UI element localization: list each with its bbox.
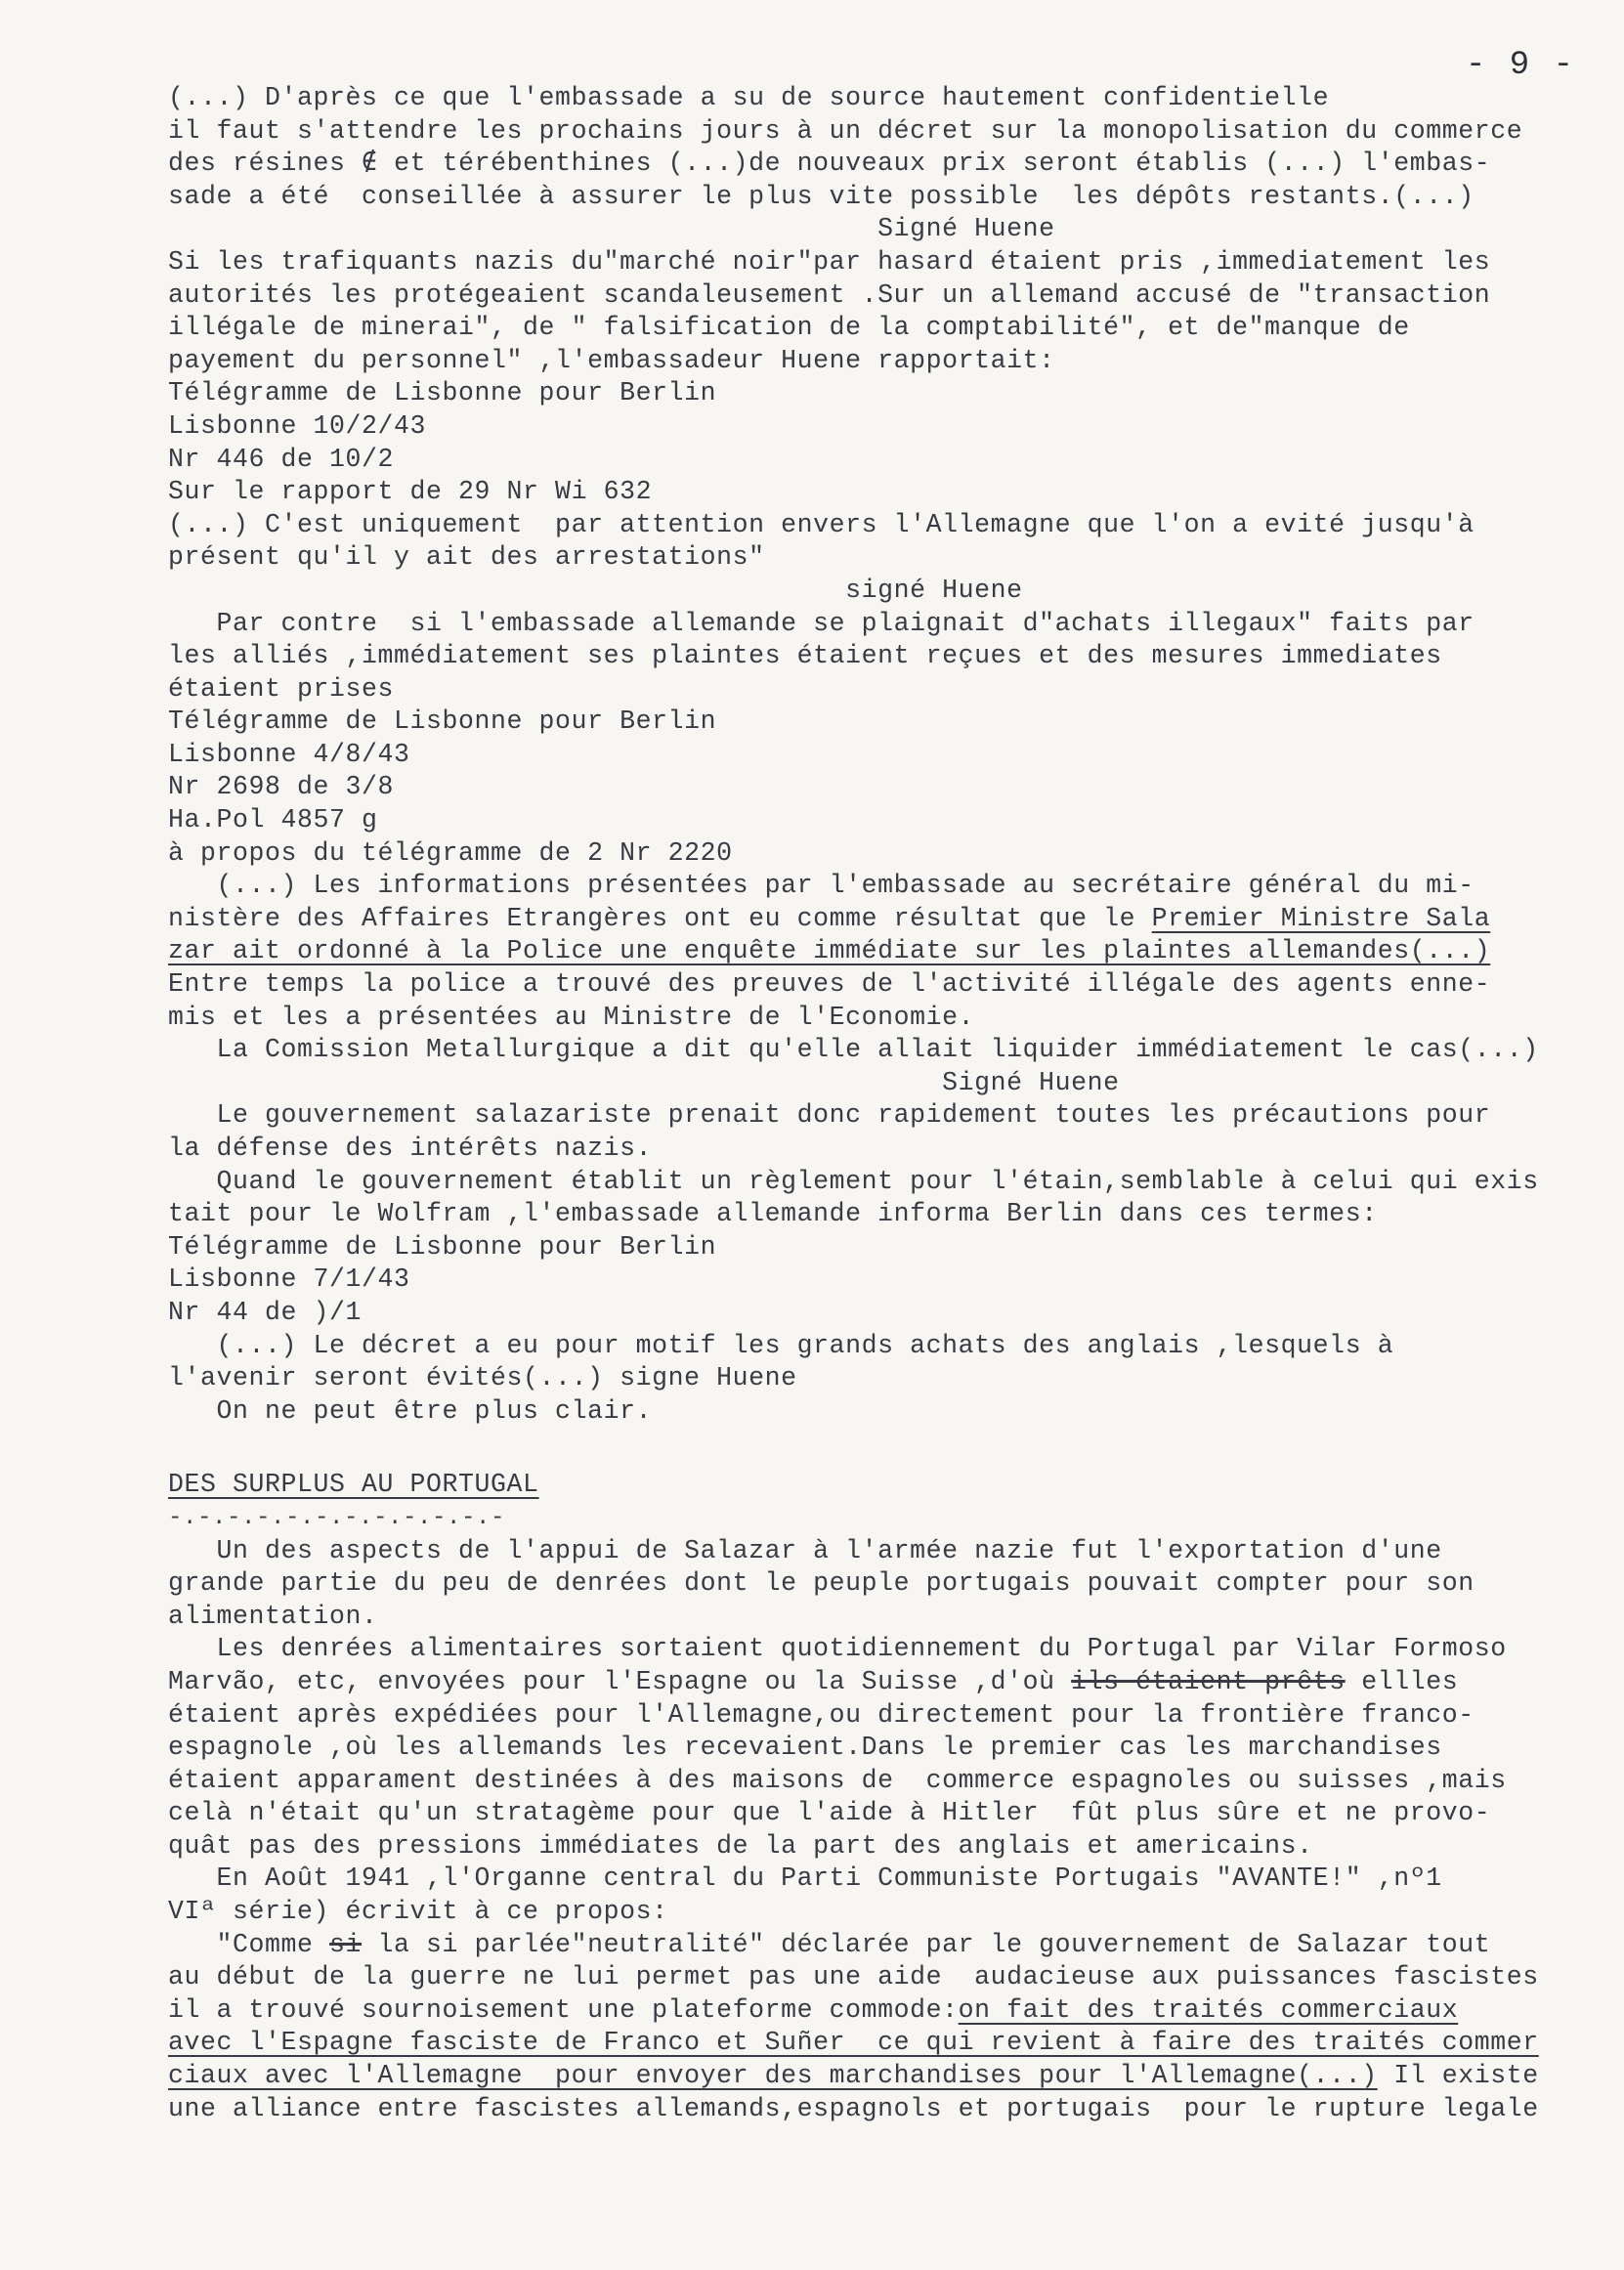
telegram-date: Lisbonne 7/1/43 — [168, 1264, 410, 1295]
underlined-line: zar ait ordonné à la Police une enquête immédiate sur les plaintes allemandes(...) — [168, 936, 1491, 966]
text-line: En Août 1941 ,l'Organne central du Parti Communiste Portugais "AVANTE!" ,nº1 — [168, 1863, 1442, 1894]
text-line: étaient après expédiées pour l'Allemagne,ou directement pour la frontière franco- — [168, 1699, 1474, 1730]
text-line: illégale de minerai", de " falsification de la comptabilité", et de"manque de — [168, 313, 1410, 343]
text-line — [168, 903, 1614, 936]
section-gap — [168, 1428, 1614, 1469]
page-number: - 9 - — [1466, 47, 1576, 84]
text-line: mis et les a présentées au Ministre de l'Economie. — [168, 1002, 975, 1032]
text-line: Entre temps la police a trouvé des preuves de l'activité illégale des agents enne- — [168, 969, 1491, 1000]
line-text-tail: ellles — [1345, 1666, 1459, 1696]
text-line: la défense des intérêts nazis. — [168, 1134, 653, 1163]
text-line: (...) D'après ce que l'embassade a su de source hautement confidentielle — [168, 83, 1330, 112]
text-line: une alliance entre fascistes allemands,espagnols et portugais pour le rupture legale — [168, 2093, 1539, 2123]
line-text-tail: Il existe — [1377, 2061, 1539, 2091]
underlined-text: on fait des traités commerciaux — [958, 1994, 1459, 2025]
telegram-header: Télégramme de Lisbonne pour Berlin — [168, 378, 717, 408]
telegram-header: Télégramme de Lisbonne pour Berlin — [168, 1231, 717, 1262]
text-line: VIª série) écrivit à ce propos: — [168, 1897, 668, 1927]
text-line: Si les trafiquants nazis du"marché noir"par hasard étaient pris ,immediatement les — [168, 246, 1491, 277]
typewritten-text-body — [168, 82, 1614, 2125]
struck-text: ils étaient prêts — [1071, 1666, 1346, 1696]
text-line — [168, 1994, 1614, 2028]
telegram-date: Lisbonne 4/8/43 — [168, 739, 410, 769]
text-line: (...) C'est uniquement par attention envers l'Allemagne que l'on a evité jusqu'à — [168, 509, 1474, 539]
text-line: il faut s'attendre les prochains jours à un décret sur la monopolisation du commerce — [168, 115, 1523, 146]
line-text: nistère des Affaires Etrangères ont eu comme résultat que le — [168, 903, 1152, 933]
text-line: Quand le gouvernement établit un règlement pour l'étain,semblable à celui qui exis — [168, 1166, 1539, 1196]
telegram-number: Nr 44 de )/1 — [168, 1297, 363, 1327]
struck-text: si — [329, 1929, 363, 1959]
text-line: sade a été conseillée à assurer le plus vite possible les dépôts restants.(...) — [168, 181, 1474, 211]
line-text-tail: la si parlée"neutralité" déclarée par le gouvernement de Salazar tout — [362, 1929, 1491, 1959]
text-line: des résines ∉ et térébenthines (...)de nouveaux prix seront établis (...) l'embas- — [168, 149, 1491, 179]
line-text: Marvão, etc, envoyées pour l'Espagne ou la Suisse ,d'où — [168, 1666, 1072, 1696]
signature-line: Signé Huene — [168, 1067, 1120, 1097]
text-line: payement du personnel" ,l'embassadeur Huene rapportait: — [168, 345, 1055, 375]
underlined-text: ciaux avec l'Allemagne pour envoyer des marchandises pour l'Allemagne(...) — [168, 2061, 1378, 2091]
text-line: quât pas des pressions immédiates de la part des anglais et americains. — [168, 1830, 1313, 1861]
telegram-reference: Ha.Pol 4857 g — [168, 805, 378, 835]
telegram-header: Télégramme de Lisbonne pour Berlin — [168, 707, 717, 737]
line-text: il a trouvé sournoisement une plateforme commode: — [168, 1994, 959, 2025]
text-line: espagnole ,où les allemands les recevaient.Dans le premier cas les marchandises — [168, 1733, 1442, 1763]
text-line — [168, 2060, 1614, 2093]
text-line: alimentation. — [168, 1601, 378, 1631]
text-line: l'avenir seront évités(...) signe Huene — [168, 1363, 797, 1393]
text-line: tait pour le Wolfram ,l'embassade allemande informa Berlin dans ces termes: — [168, 1199, 1378, 1229]
text-line: autorités les protégeaient scandaleusement .Sur un allemand accusé de "transaction — [168, 279, 1491, 310]
text-line: Par contre si l'embassade allemande se plaignait d"achats illegaux" faits par — [168, 608, 1474, 638]
text-line: Les denrées alimentaires sortaient quotidiennement du Portugal par Vilar Formoso — [168, 1634, 1507, 1664]
text-line: (...) Les informations présentées par l'embassade au secrétaire général du mi- — [168, 871, 1474, 901]
text-line: (...) Le décret a eu pour motif les grands achats des anglais ,lesquels à — [168, 1330, 1394, 1360]
telegram-number: Nr 2698 de 3/8 — [168, 772, 395, 802]
underlined-text: Premier Ministre Sala — [1151, 903, 1491, 933]
signature-line: Signé Huene — [168, 214, 1055, 244]
text-line: étaient prises — [168, 673, 395, 704]
text-line: les alliés ,immédiatement ses plaintes étaient reçues et des mesures immediates — [168, 641, 1442, 671]
underlined-line: avec l'Espagne fasciste de Franco et Suñer ce qui revient à faire des traités commer — [168, 2028, 1539, 2058]
section-heading: DES SURPLUS AU PORTUGAL — [168, 1470, 539, 1500]
signature-line: signé Huene — [168, 575, 1023, 605]
text-line: La Comission Metallurgique a dit qu'elle allait liquider immédiatement le cas(...) — [168, 1035, 1539, 1065]
telegram-reference: à propos du télégramme de 2 Nr 2220 — [168, 837, 733, 868]
text-line: présent qu'il y ait des arrestations" — [168, 542, 765, 573]
text-line — [168, 1929, 1614, 1962]
text-line: On ne peut être plus clair. — [168, 1395, 653, 1426]
text-line — [168, 1666, 1614, 1699]
line-text: "Comme — [168, 1929, 330, 1959]
text-line: grande partie du peu de denrées dont le peuple portugais pouvait compter pour son — [168, 1568, 1474, 1599]
telegram-date: Lisbonne 10/2/43 — [168, 410, 427, 441]
text-line: Le gouvernement salazariste prenait donc rapidement toutes les précautions pour — [168, 1100, 1491, 1131]
telegram-number: Nr 446 de 10/2 — [168, 444, 395, 474]
text-line: celà n'était qu'un stratagème pour que l'aide à Hitler fût plus sûre et ne provo- — [168, 1798, 1491, 1828]
heading-dash-rule: -.-.-.-.-.-.-.-.-.-.-.- — [168, 1504, 506, 1531]
telegram-reference: Sur le rapport de 29 Nr Wi 632 — [168, 477, 653, 507]
text-line: étaient apparament destinées à des maisons de commerce espagnoles ou suisses ,mais — [168, 1765, 1507, 1795]
text-line: au début de la guerre ne lui permet pas une aide audacieuse aux puissances fascistes — [168, 1962, 1539, 1992]
text-line: Un des aspects de l'appui de Salazar à l'armée nazie fut l'exportation d'une — [168, 1535, 1442, 1565]
